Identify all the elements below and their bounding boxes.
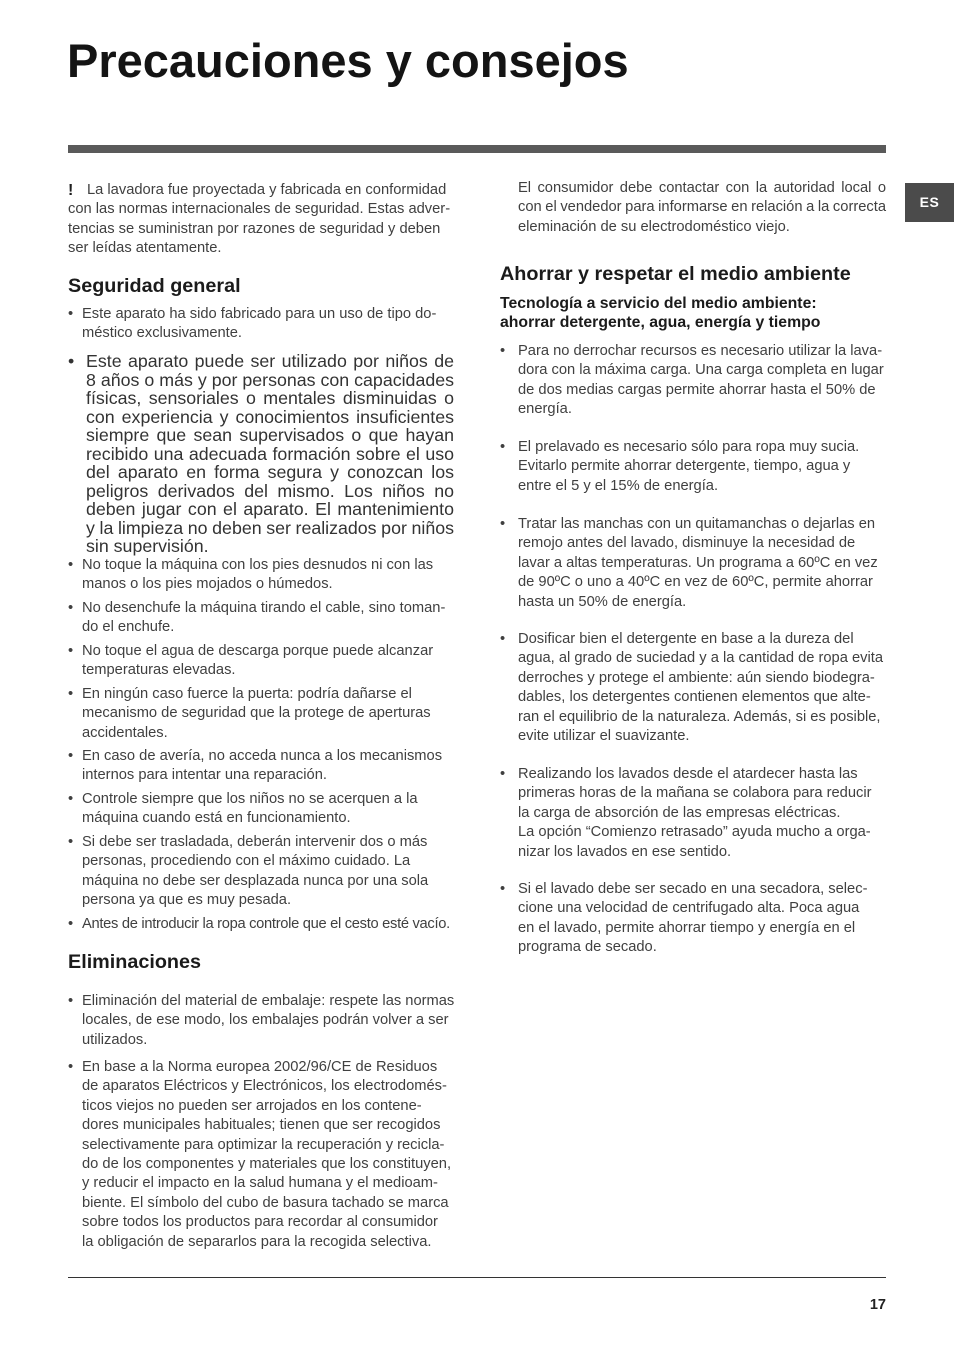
text-line: Realizando los lavados desde el atardecer hasta las: [518, 766, 858, 782]
text-line: agua, al grado de suciedad y a la cantidad de ropa evita: [518, 650, 884, 667]
text-line: derroches y protege el ambiente: aún siendo biodegra-: [518, 669, 875, 686]
safety-bullet-item: [68, 305, 455, 344]
text-line: y la limpieza no deben ser realizados por niños: [86, 517, 454, 538]
text-line: El prelavado es necesario sólo para ropa muy sucia.: [518, 439, 860, 455]
bullet-text: [82, 305, 455, 344]
text-line: con el vendedor para informarse en relación a la correcta: [518, 199, 886, 216]
section-heading-eliminaciones: Eliminaciones: [68, 951, 202, 973]
text-line: Tecnología a servicio del medio ambiente:: [500, 295, 817, 312]
eco-bullet-item: [500, 880, 886, 958]
text-line: ser leídas atentamente.: [68, 240, 222, 257]
text-line: nizar los lavados en ese sentido.: [518, 843, 732, 860]
text-line: No desenchufe la máquina tirando el cable, sino toman-: [82, 600, 446, 616]
text-line: la obligación de separarlos para la recogida selectiva.: [82, 1233, 432, 1250]
text-line: peligros derivados del mismo. Los niños no: [86, 480, 454, 501]
page-title: Precauciones y consejos: [67, 34, 629, 87]
language-tab: ES: [905, 183, 954, 222]
text-line: ahorrar detergente, agua, energía y tiempo: [500, 314, 821, 332]
right-column: [500, 0, 886, 1350]
bullet-text: [82, 790, 455, 829]
text-line: deben jugar con el aparato. El mantenimiento: [86, 499, 454, 519]
text-line: temperaturas elevadas.: [82, 662, 236, 679]
safety-bullet-item: [68, 685, 455, 743]
text-line: en el lavado, permite ahorrar tiempo y energía en el: [518, 919, 856, 936]
text-line: Este aparato puede ser utilizado por niños de: [86, 351, 454, 371]
bullet-mark: •: [500, 343, 506, 359]
text-line: utilizados.: [82, 1031, 148, 1048]
safety-bullet-item: [68, 556, 455, 595]
text-line: lavar a altas temperaturas. Un programa a 60ºC en vez: [518, 554, 878, 571]
text-line: sobre todos los productos para recordar al consumidor: [82, 1214, 438, 1231]
text-line: personas, procediendo con el máximo cuidado. La: [82, 853, 411, 870]
text-line: No toque el agua de descarga porque puede alcanzar: [82, 643, 434, 659]
text-line: méstico exclusivamente.: [82, 325, 242, 342]
text-line: Este aparato ha sido fabricado para un uso de tipo do-: [82, 306, 437, 322]
warning-exclamation-icon: !: [68, 182, 74, 199]
text-line: Controle siempre que los niños no se acerquen a la: [82, 791, 418, 807]
text-line: Si debe ser trasladada, deberán intervenir dos o más: [82, 834, 428, 850]
bullet-text: [82, 642, 455, 681]
bullet-text: [82, 599, 455, 638]
text-line: Tratar las manchas con un quitamanchas o dejarlas en: [518, 516, 876, 532]
bullet-mark: •: [68, 993, 74, 1009]
text-line: siempre que sean supervisados o que hayan: [86, 425, 454, 445]
bullet-text: [82, 556, 455, 595]
text-line: dores municipales habituales; tienen que ser recogidos: [82, 1117, 441, 1134]
bullet-text: [518, 765, 886, 862]
bullet-mark: •: [68, 557, 74, 573]
text-line: Si el lavado debe ser secado en una secadora, selec-: [518, 881, 868, 897]
text-line: biente. El símbolo del cubo de basura tachado se marca: [82, 1194, 449, 1211]
text-line: evite utilizar el suavizante.: [518, 728, 690, 745]
eco-bullet-item: [500, 342, 886, 420]
safety-bullet-item: [68, 599, 455, 638]
safety-bullet-item: [68, 790, 455, 829]
text-line: sin supervisión.: [86, 536, 209, 556]
bullet-mark: •: [68, 600, 74, 616]
page-number: 17: [869, 1297, 886, 1313]
safety-bullet-item: [68, 833, 455, 911]
text-line: tencias se suministran por razones de seguridad y deben: [68, 220, 441, 237]
text-line: con experiencia y conocimientos insuficientes: [86, 406, 454, 427]
text-line: dables, los detergentes contienen elementos que alte-: [518, 689, 871, 706]
bullet-mark: •: [68, 643, 74, 659]
text-line: Evitarlo permite ahorrar detergente, tiempo, agua y: [518, 458, 851, 475]
section-subheading-tecnologia: [500, 294, 820, 333]
text-line: persona ya que es muy pesada.: [82, 892, 292, 909]
bullet-text: [518, 438, 886, 496]
bullet-text: [518, 630, 886, 746]
text-line: Antes de introducir la ropa controle que el cesto esté vacío.: [82, 916, 450, 932]
footer-divider: [68, 1277, 886, 1278]
text-line: programa de secado.: [518, 939, 657, 956]
disposal-contact-paragraph: [518, 179, 886, 237]
bullet-mark: •: [68, 306, 74, 322]
safety-bullet-item-children-warning: [68, 352, 455, 556]
text-line: de 90ºC o uno a 40ºC en vez de 60ºC, permite ahorrar: [518, 574, 873, 591]
text-line: locales, de ese modo, los embalajes podrán volver a ser: [82, 1012, 449, 1029]
disposal-bullet-item: [68, 992, 455, 1050]
section-heading-seguridad-general: Seguridad general: [68, 275, 241, 297]
text-line: selectivamente para optimizar la recuperación y recicla-: [82, 1136, 445, 1153]
bullet-text: [86, 352, 454, 556]
text-line: accidentales.: [82, 724, 168, 741]
bullet-mark: •: [500, 516, 506, 532]
bullet-mark: •: [68, 1059, 74, 1075]
text-line: máquina cuando está en funcionamiento.: [82, 810, 351, 827]
bullet-mark: •: [68, 351, 75, 371]
text-line: cione una velocidad de centrifugado alta. Poca agua: [518, 900, 860, 917]
eco-bullet-item: [500, 765, 886, 862]
text-line: primeras horas de la mañana se colabora para reducir: [518, 785, 872, 802]
bullet-mark: •: [500, 766, 506, 782]
text-line: internos para intentar una reparación.: [82, 767, 327, 784]
text-line: dora con la máxima carga. Una carga completa en lugar: [518, 362, 884, 379]
text-line: de dos medias cargas permite ahorrar hasta el 50% de: [518, 381, 876, 398]
bullet-mark: •: [68, 834, 74, 850]
text-line: y reducir el impacto en la salud humana y el medioam-: [82, 1175, 438, 1192]
bullet-mark: •: [500, 439, 506, 455]
text-line: En ningún caso fuerce la puerta: podría dañarse el: [82, 686, 412, 702]
text-line: do el enchufe.: [82, 619, 175, 636]
text-line: energía.: [518, 401, 572, 418]
text-line: eleminación de su electrodoméstico viejo.: [518, 218, 790, 235]
left-column: [68, 0, 455, 1350]
eco-bullet-item: [500, 438, 886, 496]
bullet-text: [82, 685, 455, 743]
text-line: entre el 5 y el 15% de energía.: [518, 477, 719, 494]
bullet-mark: •: [500, 631, 506, 647]
eco-bullet-item: [500, 515, 886, 612]
bullet-text: [518, 342, 886, 420]
text-line: remojo antes del lavado, disminuye la necesidad de: [518, 535, 856, 552]
safety-bullet-item: [68, 915, 455, 934]
bullet-text: [82, 747, 455, 786]
text-line: físicas, sensoriales o mentales disminuidas o: [86, 388, 454, 408]
text-line: hasta un 50% de energía.: [518, 593, 687, 610]
text-line: ran el equilibrio de la naturaleza. Además, si es posible,: [518, 708, 881, 725]
bullet-text: [82, 915, 455, 934]
text-line: Eliminación del material de embalaje: respete las normas: [82, 993, 455, 1009]
text-line: do de los componentes y materiales que los constituyen,: [82, 1156, 452, 1173]
text-line: la carga de absorción de las empresas eléctricas.: [518, 804, 841, 821]
text-line: En base a la Norma europea 2002/96/CE de Residuos: [82, 1059, 438, 1075]
bullet-mark: •: [68, 748, 74, 764]
text-line: 8 años o más y por personas con capacidades: [86, 369, 454, 390]
safety-notice: [68, 181, 455, 259]
text-line: No toque la máquina con los pies desnudos ni con las: [82, 557, 434, 573]
bullet-mark: •: [500, 881, 506, 897]
bullet-mark: •: [68, 791, 74, 807]
bullet-text: [82, 992, 455, 1050]
text-line: con las normas internacionales de seguridad. Estas adver-: [68, 201, 451, 218]
bullet-mark: •: [68, 686, 74, 702]
text-line: ticos viejos no pueden ser arrojados en los contene-: [82, 1097, 422, 1114]
bullet-text: [82, 833, 455, 911]
text-line: recibido una adecuada formación sobre el uso: [86, 443, 454, 464]
text-line: de aparatos Eléctricos y Electrónicos, los electrodomés-: [82, 1078, 447, 1095]
bullet-text: [82, 1058, 455, 1252]
safety-bullet-item: [68, 642, 455, 681]
text-line: En caso de avería, no acceda nunca a los mecanismos: [82, 748, 443, 764]
disposal-bullet-item: [68, 1058, 455, 1252]
text-line: La opción “Comienzo retrasado” ayuda mucho a orga-: [518, 824, 871, 841]
bullet-mark: •: [68, 916, 74, 932]
bullet-text: [518, 880, 886, 958]
text-line: mecanismo de seguridad que la protege de aperturas: [82, 705, 431, 722]
section-heading-ahorrar: Ahorrar y respetar el medio ambiente: [500, 263, 851, 285]
text-line: máquina no debe ser desplazada nunca por una sola: [82, 872, 429, 889]
text-line: Para no derrochar recursos es necesario utilizar la lava-: [518, 343, 883, 359]
text-line: El consumidor debe contactar con la autoridad local o: [518, 180, 886, 196]
eco-bullet-item: [500, 630, 886, 746]
safety-notice-text: [68, 181, 455, 259]
text-line: del aparato en forma segura y conozcan los: [86, 462, 454, 482]
text-line: manos o los pies mojados o húmedos.: [82, 576, 333, 593]
bullet-text: [518, 515, 886, 612]
text-line: La lavadora fue proyectada y fabricada en conformidad: [87, 182, 447, 198]
safety-bullet-item: [68, 747, 455, 786]
text-line: Dosificar bien el detergente en base a la dureza del: [518, 631, 854, 647]
